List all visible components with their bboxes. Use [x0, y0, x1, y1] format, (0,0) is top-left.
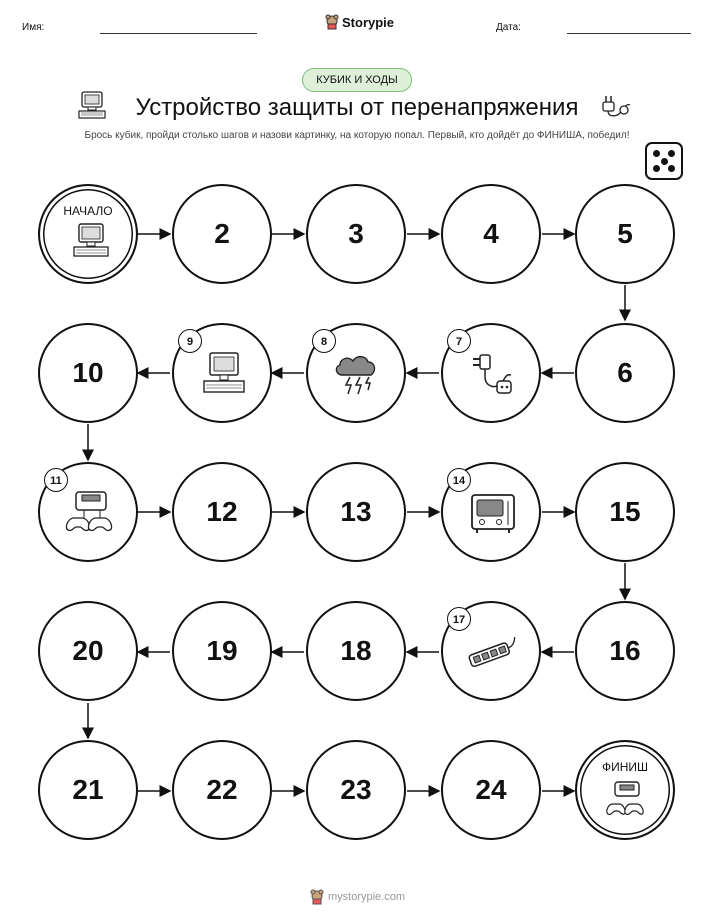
board-space-24[interactable]: 24	[441, 740, 541, 840]
board-space-3[interactable]: 3	[306, 184, 406, 284]
board-space-12[interactable]: 12	[172, 462, 272, 562]
board-space-7[interactable]	[441, 323, 541, 423]
board-space-11[interactable]	[38, 462, 138, 562]
game-console-icon	[60, 488, 122, 540]
finish-space[interactable]	[575, 740, 675, 840]
finish-label: ФИНИШ	[601, 760, 649, 774]
brand-name: Storypie	[342, 14, 395, 30]
space-number-badge: 11	[44, 468, 68, 492]
footer-url: mystorypie.com	[328, 891, 406, 903]
board-space-22[interactable]: 22	[172, 740, 272, 840]
board-space-15[interactable]: 15	[575, 462, 675, 562]
space-number-badge: 7	[447, 329, 471, 353]
name-label: Имя:	[22, 22, 45, 33]
footer	[310, 889, 405, 905]
instructions: Брось кубик, пройди столько шагов и назови картинку, на которую попал. Первый, кто дойдёт до ФИНИША, победил!	[84, 130, 630, 141]
board-space-23[interactable]: 23	[306, 740, 406, 840]
board-space-5[interactable]: 5	[575, 184, 675, 284]
space-number-badge: 17	[447, 607, 471, 631]
date-label: Дата:	[496, 22, 521, 33]
board-space-10[interactable]: 10	[38, 323, 138, 423]
board-space-14[interactable]	[441, 462, 541, 562]
power-strip-icon	[465, 637, 523, 669]
start-label: НАЧАЛО	[63, 204, 113, 218]
power-plug-icon	[467, 351, 517, 399]
board-space-20[interactable]: 20	[38, 601, 138, 701]
start-space[interactable]	[38, 184, 138, 284]
board-space-8[interactable]	[306, 323, 406, 423]
space-number-badge: 14	[447, 468, 471, 492]
storypie-bear-icon	[310, 889, 324, 905]
storm-cloud-icon	[332, 351, 384, 397]
computer-icon	[202, 351, 248, 397]
space-number-badge: 8	[312, 329, 336, 353]
board-space-19[interactable]: 19	[172, 601, 272, 701]
computer-icon	[72, 222, 110, 258]
board-space-21[interactable]: 21	[38, 740, 138, 840]
board-space-9[interactable]	[172, 323, 272, 423]
microwave-icon	[469, 492, 517, 536]
page-title: Устройство защиты от перенапряжения	[135, 94, 579, 121]
board-space-6[interactable]: 6	[575, 323, 675, 423]
game-console-icon	[603, 780, 651, 822]
board-space-4[interactable]: 4	[441, 184, 541, 284]
board-space-18[interactable]: 18	[306, 601, 406, 701]
board-space-17[interactable]	[441, 601, 541, 701]
board-space-16[interactable]: 16	[575, 601, 675, 701]
game-type-badge: КУБИК И ХОДЫ	[302, 68, 412, 92]
space-number-badge: 9	[178, 329, 202, 353]
board-space-2[interactable]: 2	[172, 184, 272, 284]
board-space-13[interactable]: 13	[306, 462, 406, 562]
